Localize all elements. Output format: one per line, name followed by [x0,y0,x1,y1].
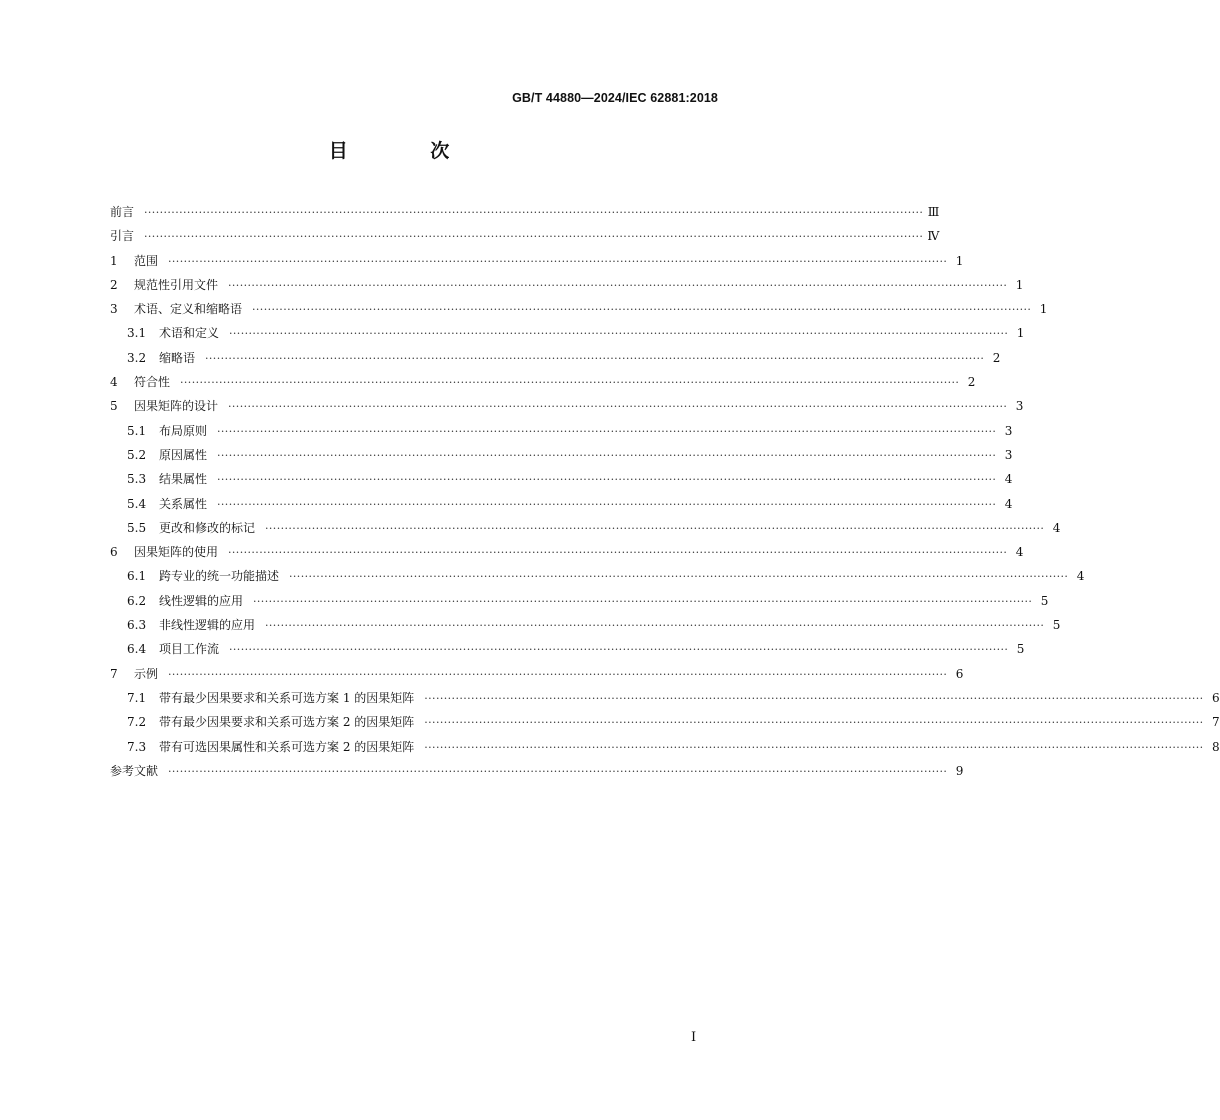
toc-entry-label: 规范性引用文件 [134,277,219,292]
dot-leader: ········································································································································································································ [229,643,1009,657]
dot-leader: ········································································································································································································ [228,278,1008,292]
toc-entry-number: 6.4 [127,642,147,657]
toc-entry-label: 跨专业的统一功能描述 [159,569,280,584]
toc-entry-label: 缩略语 [159,350,196,365]
toc-entry-label: 范围 [134,253,159,268]
toc-entry-page: 9 [955,763,964,778]
toc-entry-page: 1 [1016,326,1025,341]
toc-entry-page: 2 [967,375,976,390]
toc-entry-label: 更改和修改的标记 [159,520,256,535]
dot-leader: ········································································································································································································ [265,619,1045,633]
dot-leader: ········································································································································································································ [229,327,1009,341]
toc-entry[interactable] [110,419,1013,443]
toc-entry-page: 2 [992,350,1001,365]
standard-code: GB/T 44880—2024/IEC 62881:2018 [512,91,718,105]
toc-entry[interactable] [110,467,1013,491]
toc-entry[interactable] [110,394,1024,418]
toc-entry-label: 带有最少因果要求和关系可选方案 2 的因果矩阵 [159,715,415,730]
dot-leader: ········································································································································································································ [205,351,985,365]
toc-entry-label: 非线性逻辑的应用 [159,618,256,633]
toc-entry-page: 7 [1211,715,1220,730]
toc-entry-page: 3 [1004,447,1013,462]
toc-entry-page: 4 [1015,545,1024,560]
toc-entry-number: 7.2 [127,715,147,730]
toc-entry-number: 5.1 [127,423,147,438]
toc-entry-number: 3 [110,302,118,317]
dot-leader: ········································································································································································································ [144,230,924,244]
table-of-contents [110,200,1220,783]
toc-entry[interactable] [110,224,940,248]
toc-entry-page: 3 [1015,399,1024,414]
dot-leader: ········································································································································································································ [424,740,1204,754]
toc-entry[interactable] [110,637,1025,661]
dot-leader: ········································································································································································································ [265,521,1045,535]
toc-entry-page: 1 [1039,302,1048,317]
toc-entry[interactable] [110,710,1220,734]
toc-entry-page: Ⅳ [927,229,940,244]
toc-entry-number: 7.1 [127,690,147,705]
toc-entry-page: 4 [1076,569,1085,584]
toc-entry-label: 引言 [110,229,135,244]
toc-entry-page: 4 [1004,472,1013,487]
toc-entry-number: 3.1 [127,326,147,341]
toc-entry[interactable] [110,735,1220,759]
toc-entry-label: 因果矩阵的设计 [134,399,219,414]
toc-entry[interactable] [110,370,976,394]
toc-entry-page: 5 [1016,642,1025,657]
toc-entry[interactable] [110,321,1025,345]
toc-title: 目 次 [328,140,488,162]
page-number: Ⅰ [691,1030,697,1045]
dot-leader: ········································································································································································································ [217,497,997,511]
toc-entry[interactable] [110,686,1220,710]
toc-entry[interactable] [110,759,964,783]
dot-leader: ········································································································································································································ [168,764,948,778]
toc-entry-label: 因果矩阵的使用 [134,545,219,560]
toc-entry[interactable] [110,540,1024,564]
toc-entry-label: 带有可选因果属性和关系可选方案 2 的因果矩阵 [159,739,415,754]
toc-entry-number: 2 [110,277,118,292]
toc-entry-number: 4 [110,375,118,390]
toc-entry-page: 8 [1211,739,1220,754]
toc-entry-label: 参考文献 [110,763,159,778]
dot-leader: ········································································································································································································ [289,570,1069,584]
toc-entry-number: 6.1 [127,569,147,584]
toc-entry[interactable] [110,564,1085,588]
dot-leader: ········································································································································································································ [168,254,948,268]
toc-entry-label: 项目工作流 [159,642,220,657]
toc-entry-label: 线性逻辑的应用 [159,593,244,608]
toc-entry-page: 4 [1004,496,1013,511]
toc-entry-number: 6.3 [127,618,147,633]
toc-entry-label: 术语和定义 [159,326,220,341]
toc-entry[interactable] [110,613,1061,637]
dot-leader: ········································································································································································································ [217,448,997,462]
toc-entry-page: 5 [1052,618,1061,633]
toc-entry-page: 6 [1211,690,1220,705]
toc-entry-number: 5.2 [127,447,147,462]
dot-leader: ········································································································································································································ [217,473,997,487]
dot-leader: ········································································································································································································ [424,716,1204,730]
toc-entry-label: 示例 [134,666,159,681]
toc-entry-page: 4 [1052,520,1061,535]
toc-entry-label: 布局原则 [159,423,208,438]
dot-leader: ········································································································································································································ [424,691,1204,705]
toc-entry[interactable] [110,346,1001,370]
toc-entry[interactable] [110,273,1024,297]
toc-entry[interactable] [110,662,964,686]
toc-entry[interactable] [110,516,1061,540]
toc-entry-label: 原因属性 [159,447,208,462]
toc-entry-label: 结果属性 [159,472,208,487]
toc-entry-number: 7.3 [127,739,147,754]
dot-leader: ········································································································································································································ [168,667,948,681]
toc-entry-number: 5 [110,399,118,414]
toc-entry-number: 6.2 [127,593,147,608]
dot-leader: ········································································································································································································ [180,376,960,390]
toc-entry[interactable] [110,297,1048,321]
toc-entry-number: 5.5 [127,520,147,535]
toc-entry-page: 1 [955,253,964,268]
dot-leader: ········································································································································································································ [228,400,1008,414]
toc-entry-number: 1 [110,253,118,268]
toc-entry-page: 5 [1040,593,1049,608]
toc-entry-label: 符合性 [134,375,171,390]
toc-entry-label: 术语、定义和缩略语 [134,302,243,317]
toc-entry[interactable] [110,200,940,224]
toc-entry-number: 7 [110,666,118,681]
toc-entry[interactable] [110,249,964,273]
toc-entry-page: 3 [1004,423,1013,438]
toc-entry-page: Ⅲ [927,205,940,219]
toc-entry-page: 1 [1015,277,1024,292]
toc-entry-label: 关系属性 [159,496,208,511]
toc-entry-number: 5.4 [127,496,147,511]
toc-entry-label: 前言 [110,205,135,219]
dot-leader: ········································································································································································································ [252,303,1032,317]
toc-entry-number: 6 [110,545,118,560]
dot-leader: ········································································································································································································ [217,424,997,438]
toc-entry-number: 3.2 [127,350,147,365]
toc-entry[interactable] [110,443,1013,467]
toc-entry[interactable] [110,589,1049,613]
dot-leader: ········································································································································································································ [228,546,1008,560]
dot-leader: ········································································································································································································ [144,206,924,219]
toc-entry-label: 带有最少因果要求和关系可选方案 1 的因果矩阵 [159,690,415,705]
toc-entry-page: 6 [955,666,964,681]
toc-entry[interactable] [110,492,1013,516]
toc-entry-number: 5.3 [127,472,147,487]
dot-leader: ········································································································································································································ [253,594,1033,608]
